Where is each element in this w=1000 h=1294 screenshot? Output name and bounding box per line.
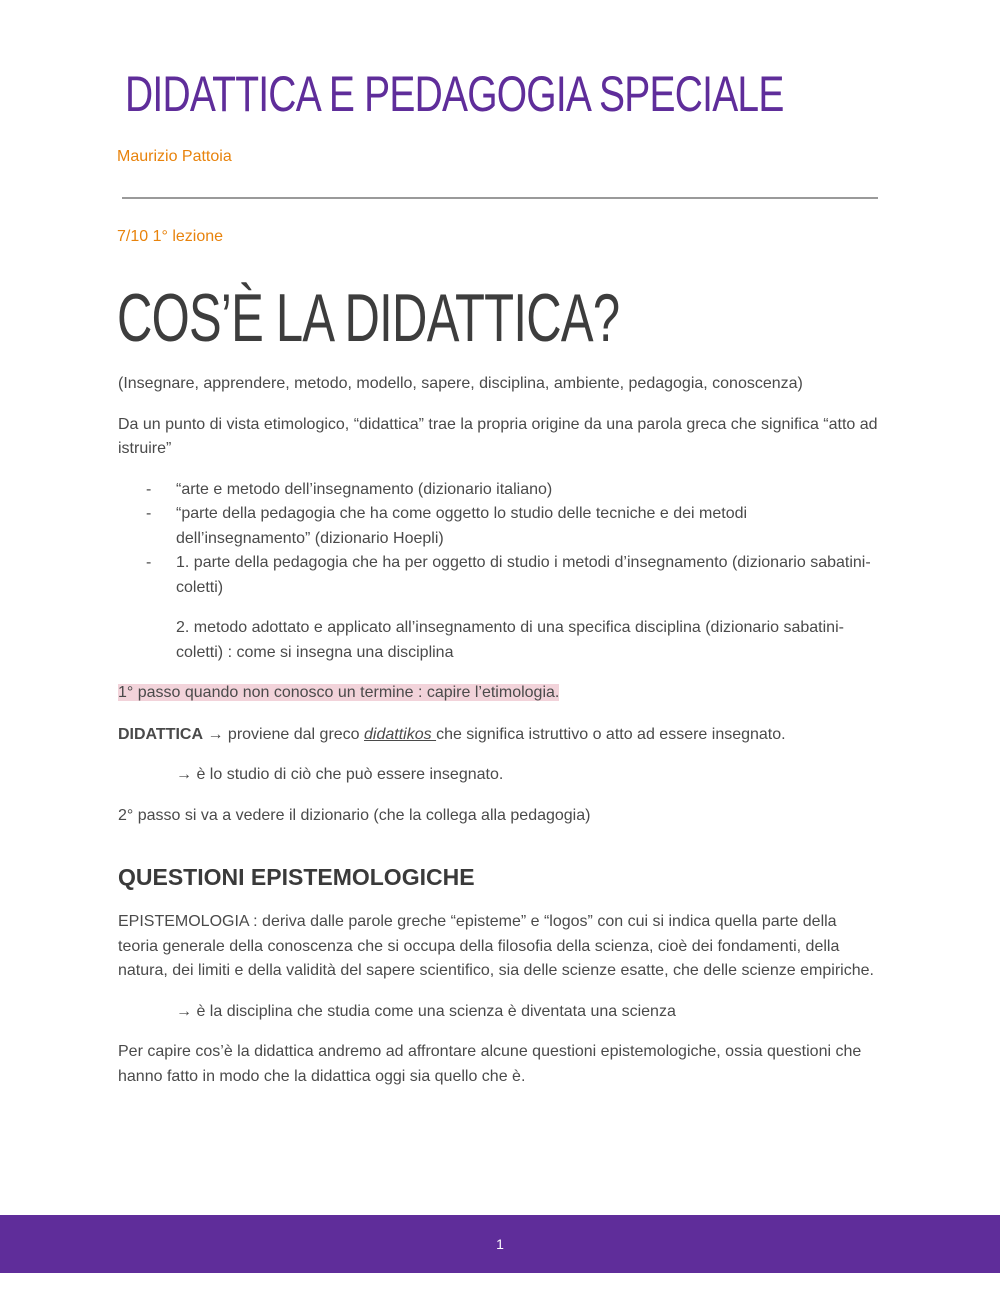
author-name: Maurizio Pattoia <box>117 148 232 165</box>
list-item-text: “arte e metodo dell’insegnamento (dizionario italiano) <box>176 480 553 498</box>
step-2-paragraph: 2° passo si va a vedere il dizionario (che la collega alla pedagogia) <box>118 806 591 824</box>
list-dash: - <box>146 505 152 522</box>
section-heading: QUESTIONI EPISTEMOLOGICHE <box>118 864 475 890</box>
list-item-text: 1. parte della pedagogia che ha per oggetto di studio i metodi d’insegnamento (dizionario sabatini-coletti) <box>176 554 871 596</box>
arrow-note-1: → è lo studio di ciò che può essere insegnato. <box>176 766 504 783</box>
greek-word: didattikos <box>364 725 437 743</box>
document-body <box>118 372 878 1105</box>
didattica-rest-text: che significa istruttivo o atto ad essere insegnato. <box>436 725 786 743</box>
etymology-intro-paragraph: Da un punto di vista etimologico, “didattica” trae la propria origine da una parola greca che significa “atto ad istruire” <box>118 415 878 457</box>
document-title: DIDATTICA E PEDAGOGIA SPECIALE <box>125 66 784 122</box>
list-item-text: “parte della pedagogia che ha come oggetto lo studio delle tecniche e dei metodi dell’insegnamento” (dizionario Hoepli) <box>176 505 748 547</box>
epistemology-definition-paragraph: EPISTEMOLOGIA : deriva dalle parole greche “episteme” e “logos” con cui si indica quella parte della teoria generale della conoscenza che si occupa della filosofia della scienza, cioè dei fondamenti, della natura, dei limiti e della validità del sapere scientifico, sia delle scienze esatte, che delle scienze empiriche. <box>118 913 874 979</box>
conclusion-paragraph: Per capire cos’è la didattica andremo ad affrontare alcune questioni epistemologiche, ossia questioni che hanno fatto in modo che la didattica oggi sia quello che è. <box>118 1043 862 1085</box>
list-item <box>118 478 878 503</box>
definitions-list <box>118 478 878 601</box>
list-dash: - <box>146 554 152 571</box>
main-heading: COS’È LA DIDATTICA? <box>117 280 620 356</box>
arrow-text: → proviene dal greco <box>203 725 365 743</box>
didattica-term: DIDATTICA <box>118 725 204 743</box>
step-1-paragraph <box>118 681 878 706</box>
arrow-note-2: → è la disciplina che studia come una scienza è diventata una scienza <box>176 1002 676 1020</box>
header-divider <box>122 197 878 199</box>
highlighted-text: 1° passo quando non conosco un termine : capire l’etimologia. <box>118 684 560 701</box>
list-dash: - <box>146 480 152 498</box>
list-item <box>118 502 878 551</box>
page-number: 1 <box>496 1236 504 1252</box>
didattica-definition-paragraph <box>118 723 878 748</box>
list-item <box>118 551 878 600</box>
keywords-paragraph: (Insegnare, apprendere, metodo, modello, sapere, disciplina, ambiente, pedagogia, conoscenza) <box>118 375 803 392</box>
lesson-label: 7/10 1° lezione <box>117 228 224 245</box>
definition-2-paragraph: 2. metodo adottato e applicato all’insegnamento di una specifica disciplina (dizionario sabatini-coletti) : come si insegna una disciplina <box>176 619 844 661</box>
